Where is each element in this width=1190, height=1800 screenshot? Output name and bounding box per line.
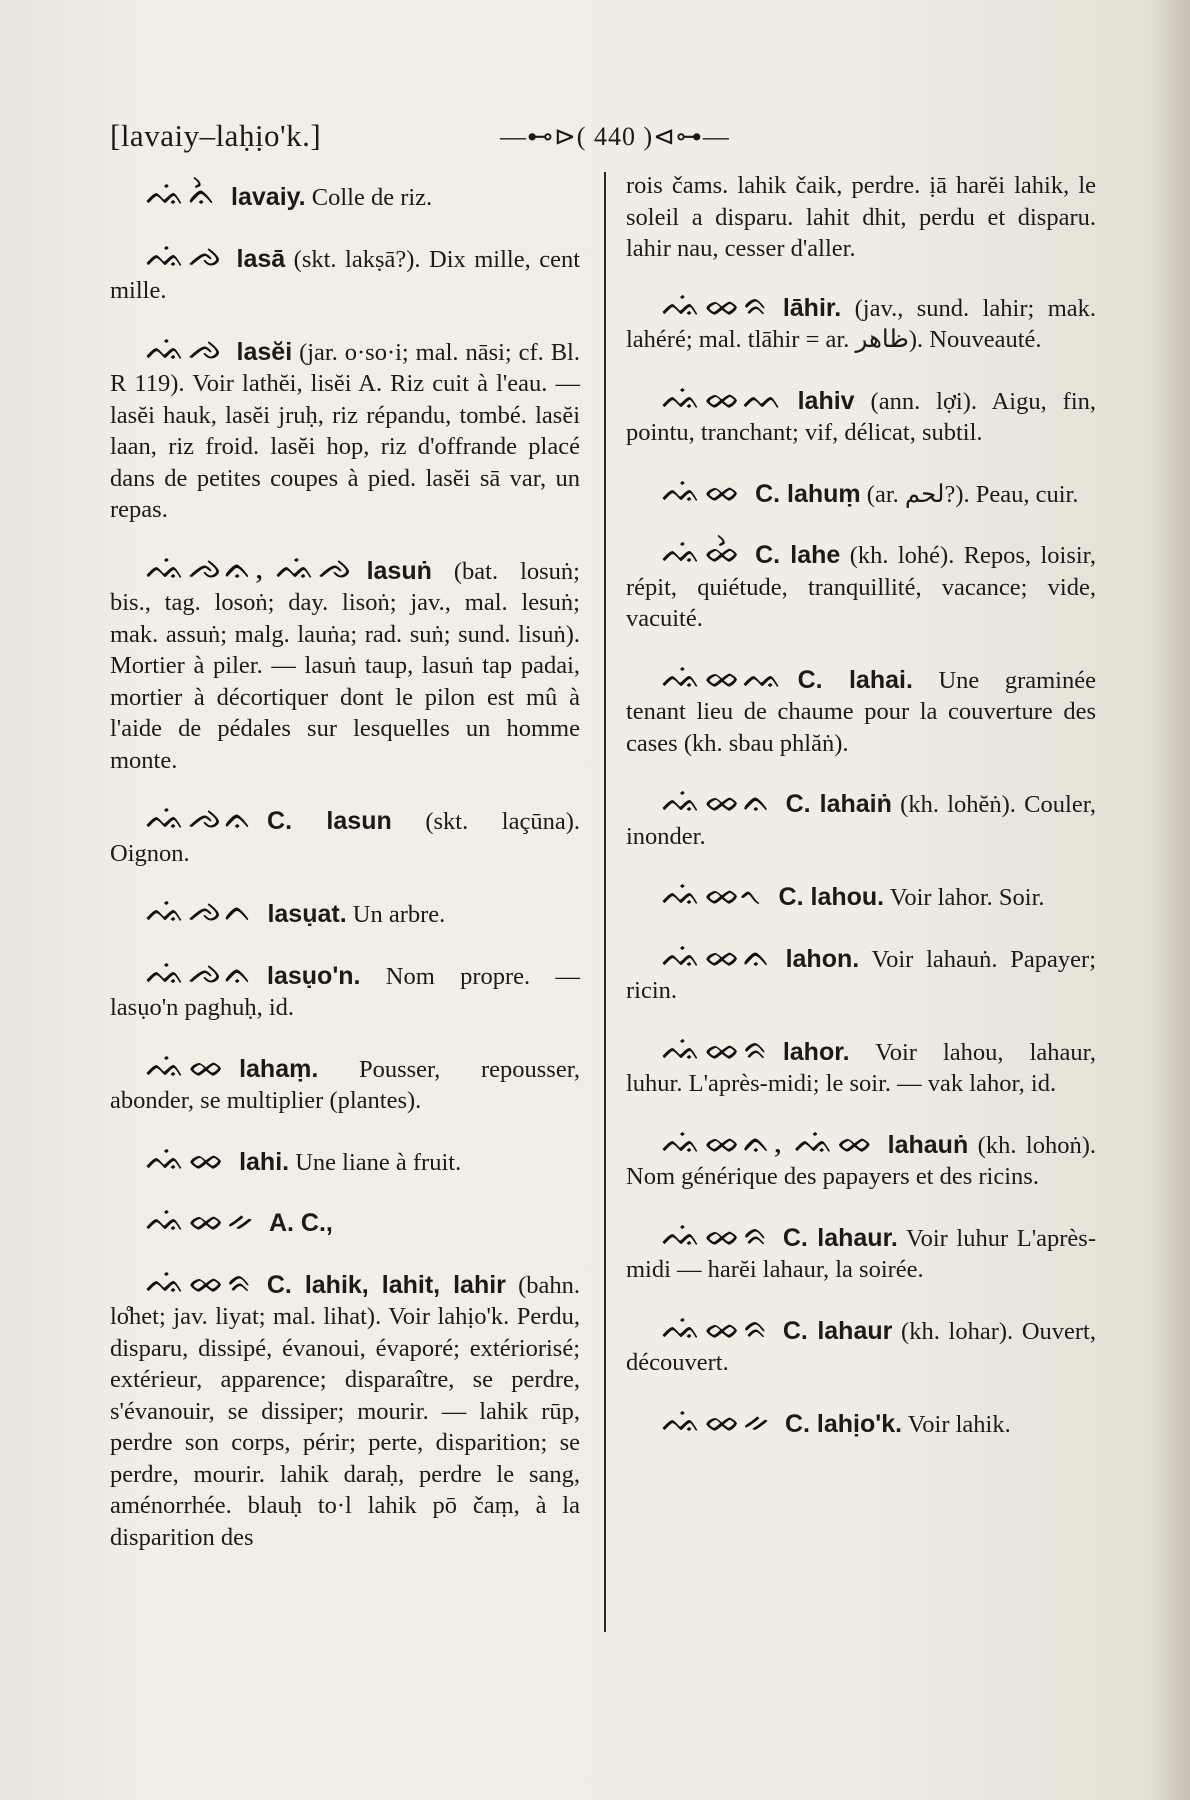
cham-script-headword: ᨕᨗᨌ	[146, 239, 225, 273]
cham-script-headword: ᨕᨗᨖ	[146, 1049, 228, 1083]
dictionary-entry	[626, 784, 1097, 852]
entry-headword: C. lahe	[755, 541, 841, 569]
entry-headword: C. lahaur	[782, 1316, 893, 1345]
entry-definition: Voir luhur L'après-midi — harĕi lahaur, la soirée.	[626, 1224, 1096, 1283]
entry-definition: (kh. lohĕṅ). Couler, inonder.	[626, 791, 1097, 850]
column-divider	[604, 172, 606, 1632]
entry-headword: lahaṃ.	[239, 1054, 319, 1083]
cham-script-headword: ᨕᨗᨖᨑ	[146, 1265, 255, 1299]
cham-script-headword: ᨕᨗᨖᨊ	[662, 939, 774, 973]
entry-definition: (jav., sund. lahir; mak. lahéré; mal. tlāhir = ar. ظاهر). Nouveauté.	[626, 294, 1096, 353]
entry-headword: lahiv	[797, 386, 855, 415]
entry-headword: C. lahai.	[797, 665, 913, 694]
entry-definition: Voir lahauṅ. Papayer; ricin.	[626, 945, 1096, 1004]
entry-headword: C. lahaiṅ	[785, 790, 892, 818]
entry-definition: Voir lahor. Soir.	[884, 884, 1045, 911]
cham-script-headword: ᨕᨗᨖᨑ	[662, 288, 771, 322]
cham-script-headword: ᨕᨗᨖ	[146, 1142, 228, 1176]
entry-definition: (bahn. lo̊het; jav. liyat; mal. lihat). Voir lahịo'k. Perdu, disparu, dissipé, évanoui, évaporé; extériorisé; extérieur, apparence; disparaître, se perdre, s'évanouir, se dissiper; mourir. — lahik rūp, perdre son corps, périr; perte, disparition; se perdre, mourir. lahik daraḥ, perdre le sang, aménorrhée. blauḥ to·l lahik pō čaṃ, à la disparition des	[110, 1271, 580, 1551]
cham-script-headword: ᨕᨗᨖᨕ	[662, 660, 786, 694]
dictionary-entry	[110, 894, 580, 931]
running-head-range: [lavaiy–laḥịo'k.]	[110, 118, 322, 153]
dictionary-entry	[626, 1218, 1096, 1286]
cham-script-headword: ᨕᨗᨖᨑ	[662, 1032, 771, 1066]
dictionary-entry	[626, 939, 1096, 1007]
entry-definition: Colle de riz.	[305, 184, 433, 211]
entry-headword: lahi.	[239, 1147, 290, 1176]
dictionary-entry	[626, 877, 1096, 914]
dictionary-entry	[626, 1311, 1096, 1379]
cham-script-headword: ᨕᨗᨖᨑ	[662, 1311, 771, 1345]
cham-script-headword: ᨕᨗᨖᨊ	[662, 784, 774, 819]
entry-headword: lahauṅ	[887, 1130, 969, 1159]
dictionary-entry	[626, 288, 1096, 356]
cham-script-headword: ᨕᨗᨌ	[146, 332, 225, 366]
entry-definition: (skt. lakṣā?). Dix mille, cent mille.	[110, 245, 580, 304]
entry-definition: Voir lahou, lahaur, luhur. L'après-midi; le soir. — vak lahor, id.	[626, 1038, 1096, 1097]
entry-definition: Voir lahik.	[902, 1410, 1011, 1438]
cham-script-headword: ᨕᨗᨌᨊ	[146, 801, 256, 836]
entry-headword: C. lahuṃ	[755, 479, 861, 508]
dictionary-entry	[110, 1142, 580, 1179]
entry-definition: rois čams. lahik čaik, perdre. ịā harĕi lahik, le soleil a disparu. lahit dhit, perdu et disparu. lahir nau, cesser d'aller.	[626, 172, 1096, 262]
dictionary-entry	[110, 239, 580, 307]
cham-script-headword: ᨕᨗᨖ	[662, 474, 744, 508]
entry-headword: C. lahịo'k.	[784, 1409, 903, 1438]
entry-definition: Une graminée tenant lieu de chaume pour la couverture des cases (kh. sbau phlăṅ).	[626, 666, 1096, 757]
dictionary-entry	[626, 1125, 1096, 1193]
entry-headword: lasuṅ	[366, 556, 432, 585]
entry-headword: lāhir.	[782, 293, 842, 322]
entry-headword: C. lahou.	[778, 883, 885, 911]
dictionary-entry	[110, 956, 580, 1024]
dictionary-entry	[626, 660, 1096, 760]
cham-script-headword: ᨕᨗᨖᨑ	[662, 1218, 771, 1252]
entry-headword: C. lahaur.	[782, 1223, 898, 1252]
entry-definition: Un arbre.	[346, 901, 446, 928]
entry-definition: (ar. لحم?). Peau, cuir.	[860, 480, 1079, 508]
dictionary-entry	[626, 535, 1096, 635]
page-spine-shadow	[1150, 0, 1190, 1800]
entry-definition: Nom propre. — lasụo'n paghuḥ, id.	[110, 962, 580, 1021]
entry-headword: lasụo'n.	[267, 961, 361, 990]
cham-script-headword: ᨕᨗᨖᨛ	[662, 535, 744, 570]
entry-headword: A. C.,	[268, 1209, 333, 1237]
entry-headword: lavaiy.	[231, 183, 306, 211]
entry-definition: (ann. lợi). Aigu, fin, pointu, tranchant; vif, délicat, subtil.	[626, 387, 1096, 446]
cham-script-headword: ᨕᨗᨌᨊ	[146, 956, 256, 990]
entry-definition: Pousser, repousser, abonder, se multiplier (plantes).	[110, 1055, 580, 1114]
cham-script-headword: ᨕᨗᨌᨈ	[146, 894, 256, 929]
entry-headword: lasụat.	[267, 900, 347, 928]
entry-headword: lahon.	[785, 944, 860, 973]
entry-definition: Une liane à fruit.	[289, 1148, 462, 1176]
dictionary-entry	[110, 177, 580, 214]
dictionary-entry	[110, 1265, 580, 1554]
dictionary-entry	[110, 332, 580, 526]
entry-definition: (bat. losuṅ; bis., tag. losoṅ; day. lisoṅ; jav., mal. lesuṅ; mak. assuṅ; malg. lauṅa; rad. suṅ; sund. lisuṅ). Mortier à piler. — lasuṅ taup, lasuṅ tap padai, mortier à décortiquer dont le pilon est mû à l'aide de pédales sur lesquelles un homme monte.	[110, 557, 580, 774]
cham-script-headword: ᨕᨗᨖᨚ	[662, 877, 767, 912]
entry-headword: lahor.	[782, 1037, 850, 1066]
cham-script-headword: ᨕᨗᨖᨊ, ᨕᨗᨖ	[662, 1125, 876, 1159]
dictionary-entry	[626, 170, 1096, 265]
entry-headword: C. lasun	[267, 807, 392, 835]
dictionary-entry	[110, 551, 580, 777]
entry-definition: (kh. lohoṅ). Nom générique des papayers et des ricins.	[626, 1131, 1096, 1190]
dictionary-entry	[626, 381, 1096, 449]
entry-definition: (kh. lohé). Repos, loisir, répit, quiétude, tranquillité, vacance; vide, vacuité.	[626, 542, 1096, 632]
dictionary-entry	[110, 1203, 580, 1240]
page-number: —⊷⊳( 440 )⊲⊶—	[500, 122, 730, 151]
dictionary-entry	[626, 474, 1096, 511]
entry-definition: (kh. lohar). Ouvert, découvert.	[626, 1317, 1096, 1376]
cham-script-headword: ᨕᨗᨌᨊ, ᨕᨗᨌ	[146, 551, 355, 585]
cham-script-headword: ᨕᨗᨊᨛ	[146, 177, 220, 212]
entry-headword: C. lahik, lahit, lahir	[266, 1270, 506, 1299]
entry-definition: (skt. laçūna). Oignon.	[110, 808, 580, 867]
entry-definition: (jar. o·so·i; mal. nāsi; cf. Bl. R 119). Voir lathĕi, lisĕi A. Riz cuit à l'eau. — lasĕi hauk, lasĕi jruḥ, riz répandu, tombé. lasĕi laan, riz froid. lasĕi hop, riz d'offrande placé dans de petites coupes à pied. lasĕi sā var, un repas.	[110, 338, 580, 523]
entry-headword: lasĕi	[236, 337, 293, 366]
right-column	[626, 170, 1096, 1468]
dictionary-entry	[626, 1032, 1096, 1100]
dictionary-entry	[626, 1404, 1096, 1441]
running-head	[110, 118, 1080, 168]
cham-script-headword: ᨕᨗᨖᨀ	[662, 1404, 773, 1438]
dictionary-entry	[110, 1049, 580, 1117]
left-column	[110, 177, 580, 1581]
cham-script-headword: ᨕᨗᨖᨀ	[146, 1203, 257, 1238]
dictionary-entry	[110, 801, 580, 869]
entry-headword: lasā	[236, 244, 286, 273]
cham-script-headword: ᨕᨗᨖᨓ	[662, 381, 786, 415]
